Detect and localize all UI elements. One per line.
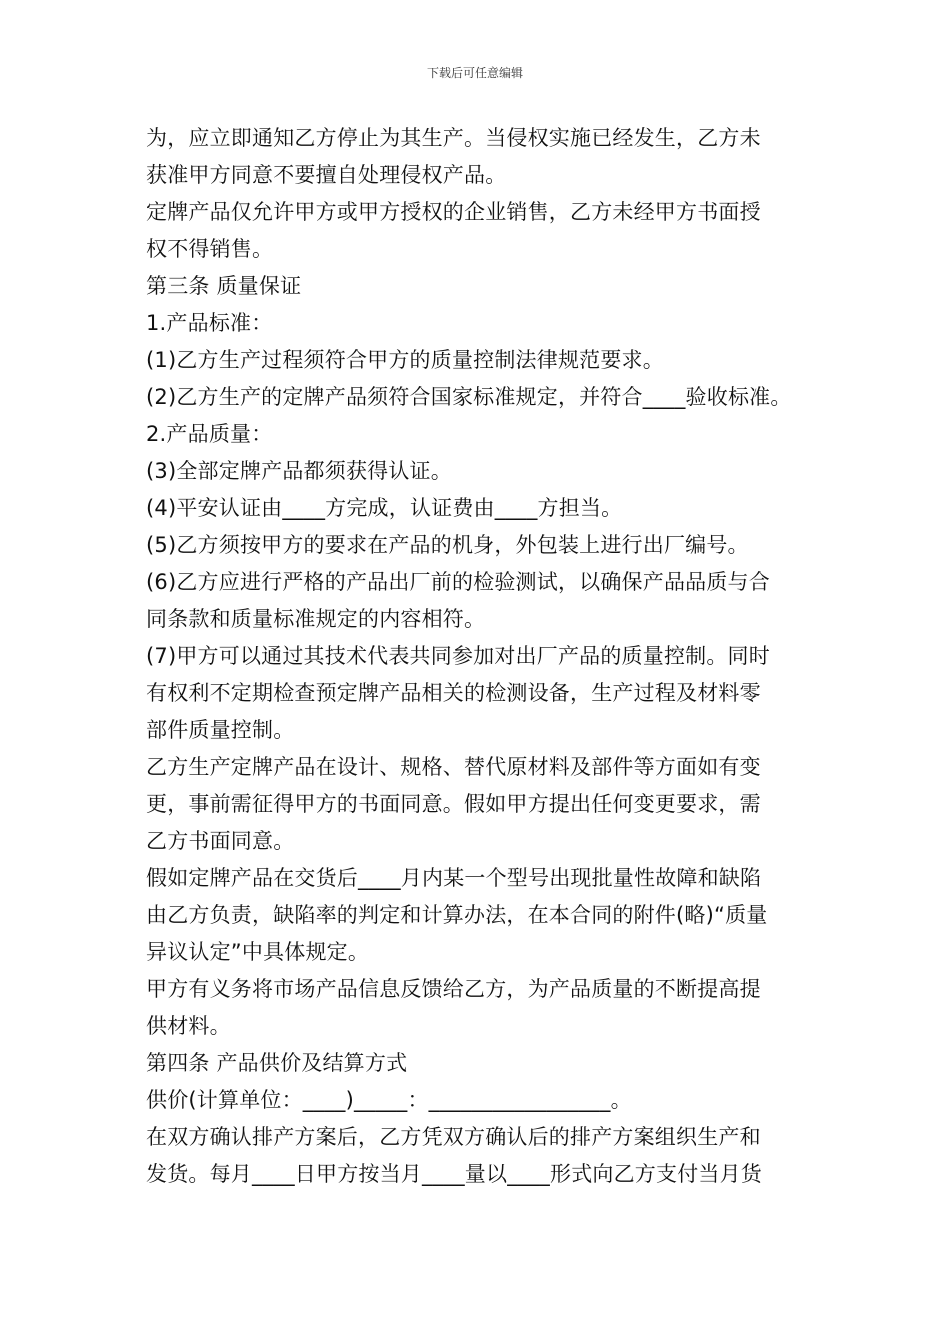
text-line: 异议认定”中具体规定。 [146,940,370,964]
text-line: 更，事前需征得甲方的书面同意。假如甲方提出任何变更要求，需 [146,792,761,816]
text-line: 为，应立即通知乙方停止为其生产。当侵权实施已经发生，乙方未 [146,126,761,150]
text-line: 2.产品质量： [146,422,273,446]
document-body [146,120,810,1193]
text-line: 有权利不定期检查预定牌产品相关的检测设备，生产过程及材料零 [146,681,761,705]
text-line: (2)乙方生产的定牌产品须符合国家标准规定，并符合____验收标准。 [146,385,792,409]
text-line: 发货。每月____日甲方按当月____量以____形式向乙方支付当月货 [146,1162,762,1186]
text-line: 在双方确认排产方案后，乙方凭双方确认后的排产方案组织生产和 [146,1125,761,1149]
text-line: (5)乙方须按甲方的要求在产品的机身，外包装上进行出厂编号。 [146,533,749,557]
text-line: 权不得销售。 [146,237,274,261]
text-line: 同条款和质量标准规定的内容相符。 [146,607,486,631]
text-line: 甲方有义务将市场产品信息反馈给乙方，为产品质量的不断提高提 [146,977,761,1001]
text-line: (6)乙方应进行严格的产品出厂前的检验测试，以确保产品品质与合 [146,570,770,594]
text-line: 假如定牌产品在交货后____月内某一个型号出现批量性故障和缺陷 [146,866,762,890]
text-line: 乙方生产定牌产品在设计、规格、替代原材料及部件等方面如有变 [146,755,761,779]
text-line: 定牌产品仅允许甲方或甲方授权的企业销售，乙方未经甲方书面授 [146,200,761,224]
text-line: (4)平安认证由____方完成，认证费由____方担当。 [146,496,623,520]
text-line: (3)全部定牌产品都须获得认证。 [146,459,452,483]
text-line: 获准甲方同意不要擅自处理侵权产品。 [146,163,507,187]
text-line: 乙方书面同意。 [146,829,295,853]
text-line: 1.产品标准： [146,311,273,335]
text-line: 由乙方负责，缺陷率的判定和计算办法，在本合同的附件(略)“质量 [146,903,768,927]
section-heading: 第三条 质量保证 [146,274,302,298]
text-line: 供价(计算单位：____)_____：_________________。 [146,1088,632,1112]
text-line: (7)甲方可以通过其技术代表共同参加对出厂产品的质量控制。同时 [146,644,770,668]
text-line: 供材料。 [146,1014,231,1038]
section-heading: 第四条 产品供价及结算方式 [146,1051,408,1075]
text-line: 部件质量控制。 [146,718,295,742]
page-header: 下载后可任意编辑 [426,66,523,80]
text-line: (1)乙方生产过程须符合甲方的质量控制法律规范要求。 [146,348,664,372]
